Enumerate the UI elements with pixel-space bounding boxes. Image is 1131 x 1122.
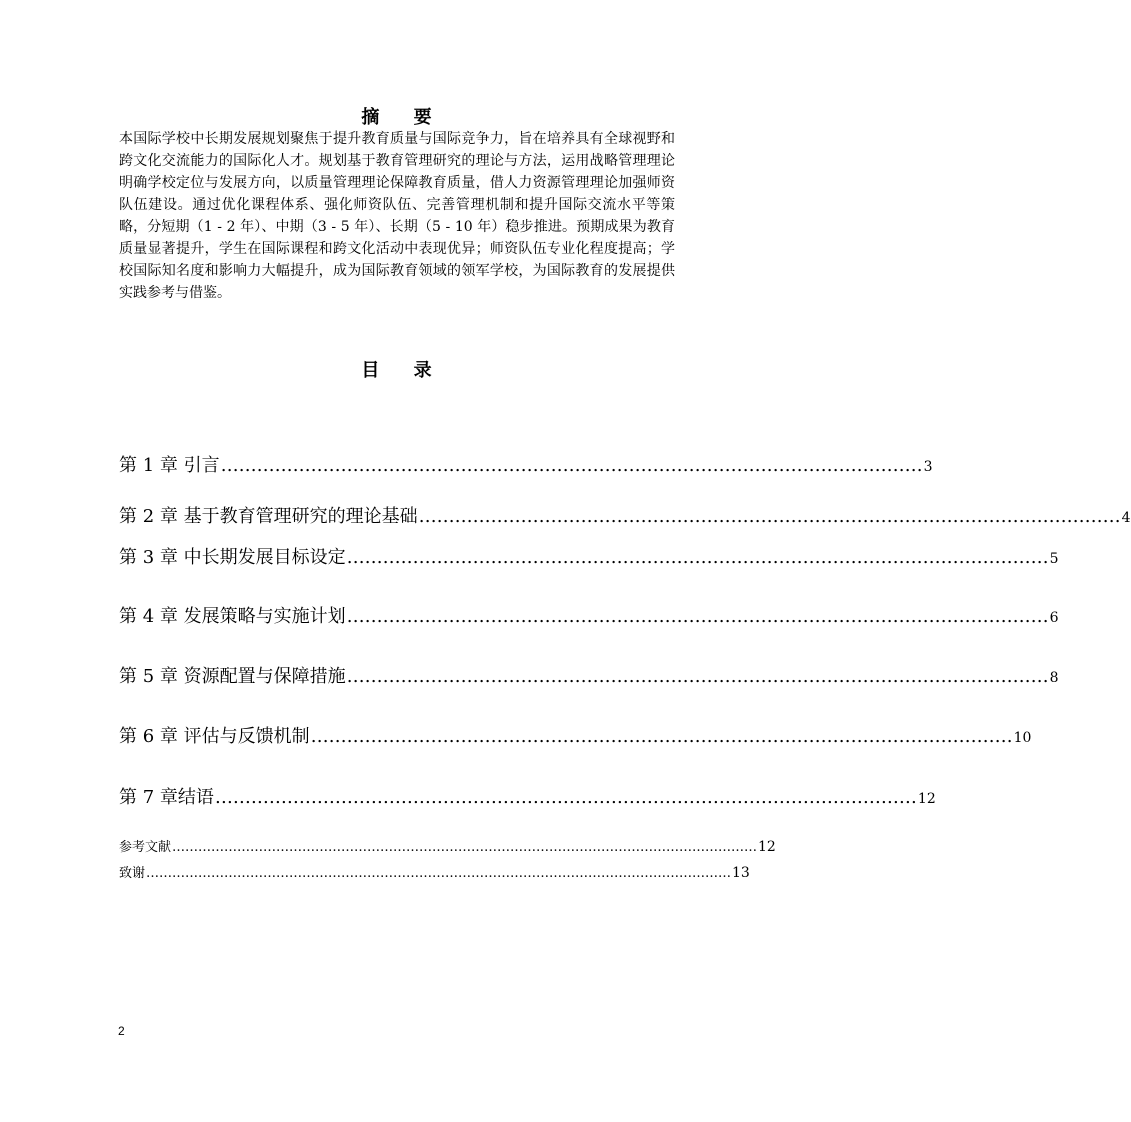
toc-entry-page: 8 — [1049, 670, 1059, 686]
toc-entry-references[interactable] — [119, 836, 776, 855]
toc-entry-6[interactable] — [119, 722, 1032, 748]
toc-entry-label: 致谢 — [119, 866, 146, 881]
toc-leader-dots: ……………………………………………………………………………………………………… — [220, 455, 923, 476]
toc-entry-page: 12 — [917, 791, 936, 807]
toc-entry-acknowledgements[interactable] — [119, 862, 750, 881]
toc-entry-label: 第 4 章 发展策略与实施计划 — [119, 606, 346, 627]
toc-entry-7[interactable] — [119, 783, 936, 809]
toc-leader-dots: ……………………………………………………………………………………………………… — [310, 726, 1013, 747]
toc-entry-2[interactable] — [119, 502, 1131, 528]
toc-leader-dots: ……………………………………………………………………………………………………… — [418, 506, 1121, 527]
toc-entry-page: 12 — [758, 839, 776, 855]
toc-entry-page: 5 — [1049, 551, 1059, 567]
toc-leader-dots: ……………………………………………………………………………………………………… — [346, 606, 1049, 627]
toc-entry-page: 3 — [923, 459, 933, 475]
toc-leader-dots: ……………………………………………………………………………………………………… — [346, 666, 1049, 687]
toc-leader-dots: ……………………………………………………………………………………………………… — [214, 787, 917, 808]
toc-entry-label: 第 1 章 引言 — [119, 455, 220, 476]
toc-entry-5[interactable] — [119, 662, 1059, 688]
toc-entry-page: 13 — [732, 865, 750, 881]
toc-entry-page: 4 — [1121, 510, 1131, 526]
toc-entry-label: 第 3 章 中长期发展目标设定 — [119, 547, 346, 568]
toc-leader-dots: ……………………………………………………………………………………………………… — [346, 547, 1049, 568]
toc-entry-page: 10 — [1013, 730, 1032, 746]
toc-entry-label: 第 7 章结语 — [119, 787, 214, 808]
toc-entry-page: 6 — [1049, 610, 1059, 626]
toc-entry-3[interactable] — [119, 543, 1059, 569]
abstract-title: 摘 要 — [361, 107, 446, 128]
toc-entry-1[interactable] — [119, 451, 933, 477]
abstract-body: 本国际学校中长期发展规划聚焦于提升教育质量与国际竞争力，旨在培养具有全球视野和跨文化交流能力的国际化人才。规划基于教育管理研究的理论与方法，运用战略管理理论明确学校定位与发展方向，以质量管理理论保障教育质量，借人力资源管理理论加强师资队伍建设。通过优化课程体系、强化师资队伍、完善管理机制和提升国际交流水平等策略，分短期（1 - 2 年）、中期（3 - 5 年）、长期（5 - 10 年）稳步推进。预期成果为教育质量显著提升，学生在国际课程和跨文化活动中表现优异；师资队伍专业化程度提高；学校国际知名度和影响力大幅提升，成为国际教育领域的领军学校，为国际教育的发展提供实践参考与借鉴。 — [119, 131, 675, 301]
toc-entry-label: 第 5 章 资源配置与保障措施 — [119, 666, 346, 687]
toc-entry-label: 参考文献 — [119, 840, 172, 855]
toc-title: 目 录 — [361, 360, 446, 381]
toc-entry-4[interactable] — [119, 602, 1059, 628]
toc-leader-dots: ……………………………………………………………………………………………………………………… — [172, 840, 758, 855]
toc-entry-label: 第 2 章 基于教育管理研究的理论基础 — [119, 506, 418, 527]
page-number: 2 — [118, 1024, 125, 1038]
toc-entry-label: 第 6 章 评估与反馈机制 — [119, 726, 310, 747]
toc-leader-dots: ……………………………………………………………………………………………………………………… — [146, 866, 732, 881]
